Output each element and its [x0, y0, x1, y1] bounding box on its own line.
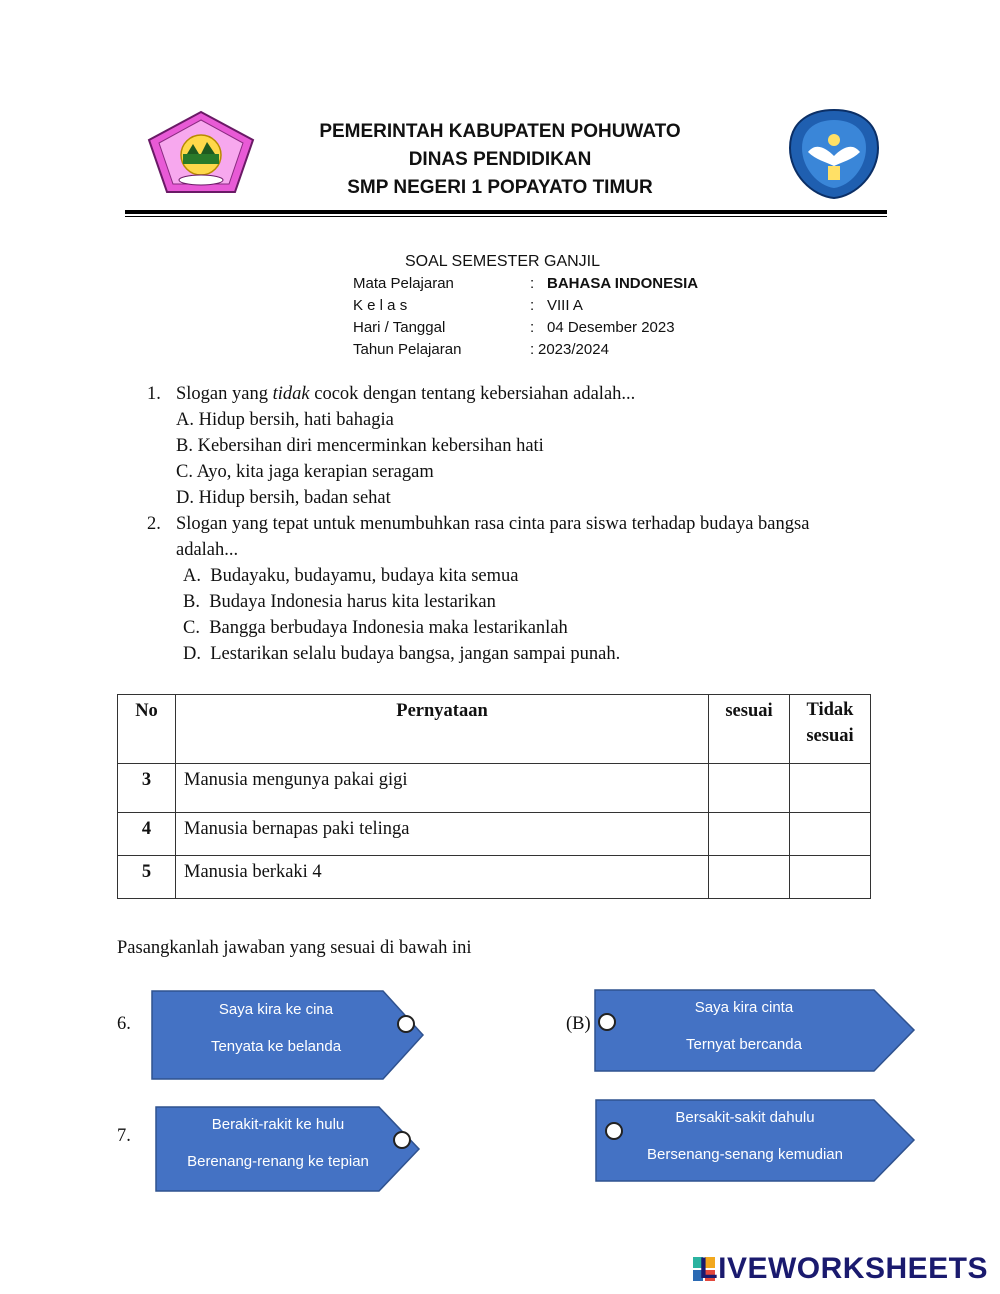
row-no: 5 [118, 856, 176, 899]
tag-line-2: Bersenang-senang kemudian [647, 1146, 843, 1163]
row-agree-cell[interactable] [709, 764, 790, 813]
exam-row-date: Hari / Tanggal : 04 Desember 2023 [353, 319, 675, 336]
match-dot-left-7[interactable] [393, 1131, 411, 1149]
liveworksheets-brand[interactable]: LIVEWORKSHEETS [699, 1252, 988, 1285]
match-number-7: 7. [117, 1126, 131, 1146]
tag-line-2: Tenyata ke belanda [210, 1038, 342, 1055]
table-row [118, 813, 871, 856]
row-statement: Manusia bernapas paki telinga [176, 813, 709, 856]
table-row [118, 856, 871, 899]
row-no: 3 [118, 764, 176, 813]
question-1: 1. [147, 384, 161, 404]
q1-option-a[interactable]: A. Hidup bersih, hati bahagia [176, 410, 394, 430]
tag-line-1: Saya kira cinta [694, 999, 794, 1016]
tag-line-2: Ternyat bercanda [686, 1036, 802, 1053]
row-no: 4 [118, 813, 176, 856]
exam-row-subject: Mata Pelajaran : BAHASA INDONESIA [353, 275, 699, 292]
header-rule-thick [125, 210, 887, 214]
exam-row-year: Tahun Pelajaran : 2023/2024 [353, 341, 609, 358]
exam-title: SOAL SEMESTER GANJIL [405, 253, 601, 270]
match-right-tag-2 [595, 1099, 916, 1183]
row-agree-cell[interactable] [709, 856, 790, 899]
tag-line-2: Berenang-renang ke tepian [187, 1153, 369, 1170]
match-label-b: (B) [566, 1014, 591, 1034]
header-rule-thin [125, 216, 887, 217]
row-statement: Manusia mengunya pakai gigi [176, 764, 709, 813]
header-disagree: Tidak sesuai [790, 695, 871, 764]
tag-line-1: Berakit-rakit ke hulu [211, 1116, 345, 1133]
tag-line-1: Saya kira ke cina [218, 1001, 334, 1018]
tag-line-1: Bersakit-sakit dahulu [675, 1109, 815, 1126]
q2-option-b[interactable]: B. Budaya Indonesia harus kita lestarikan [183, 592, 496, 612]
exam-row-class: K e l a s : VIII A [353, 297, 583, 314]
row-disagree-cell[interactable] [790, 764, 871, 813]
match-dot-right-b[interactable] [598, 1013, 616, 1031]
match-number-6: 6. [117, 1014, 131, 1034]
header-no: No [118, 695, 176, 764]
question-2-line-1: Slogan yang tepat untuk menumbuhkan rasa cinta para siswa terhadap budaya bangsa [176, 514, 810, 534]
q1-option-d[interactable]: D. Hidup bersih, badan sehat [176, 488, 391, 508]
match-left-tag-6 [151, 990, 425, 1081]
match-dot-left-6[interactable] [397, 1015, 415, 1033]
row-disagree-cell[interactable] [790, 856, 871, 899]
statement-table [117, 694, 871, 899]
exam-info [353, 275, 773, 363]
question-2-line-2: adalah... [176, 540, 239, 560]
match-right-tag-b [594, 989, 916, 1073]
q1-option-c[interactable]: C. Ayo, kita jaga kerapian seragam [176, 462, 434, 482]
matching-instruction: Pasangkanlah jawaban yang sesuai di bawah ini [117, 938, 472, 958]
table-row [118, 764, 871, 813]
question-1-text: Slogan yang tidak cocok dengan tentang kebersiahan adalah... [176, 384, 636, 404]
q2-option-c[interactable]: C. Bangga berbudaya Indonesia maka lestarikanlah [183, 618, 568, 638]
q1-option-b[interactable]: B. Kebersihan diri mencerminkan kebersihan hati [176, 436, 544, 456]
header-line-1: PEMERINTAH KABUPATEN POHUWATO [319, 121, 681, 142]
row-statement: Manusia berkaki 4 [176, 856, 709, 899]
header-line-2: DINAS PENDIDIKAN [408, 149, 592, 170]
header-agree: sesuai [709, 695, 790, 764]
table-header-row [118, 695, 871, 764]
q2-option-a[interactable]: A. Budayaku, budayamu, budaya kita semua [183, 566, 519, 586]
header-statement: Pernyataan [176, 695, 709, 764]
question-2-number: 2. [147, 514, 161, 534]
header-line-3: SMP NEGERI 1 POPAYATO TIMUR [347, 177, 653, 198]
q2-option-d[interactable]: D. Lestarikan selalu budaya bangsa, jangan sampai punah. [183, 644, 621, 664]
match-dot-right-2[interactable] [605, 1122, 623, 1140]
row-disagree-cell[interactable] [790, 813, 871, 856]
row-agree-cell[interactable] [709, 813, 790, 856]
match-left-tag-7 [155, 1106, 421, 1193]
